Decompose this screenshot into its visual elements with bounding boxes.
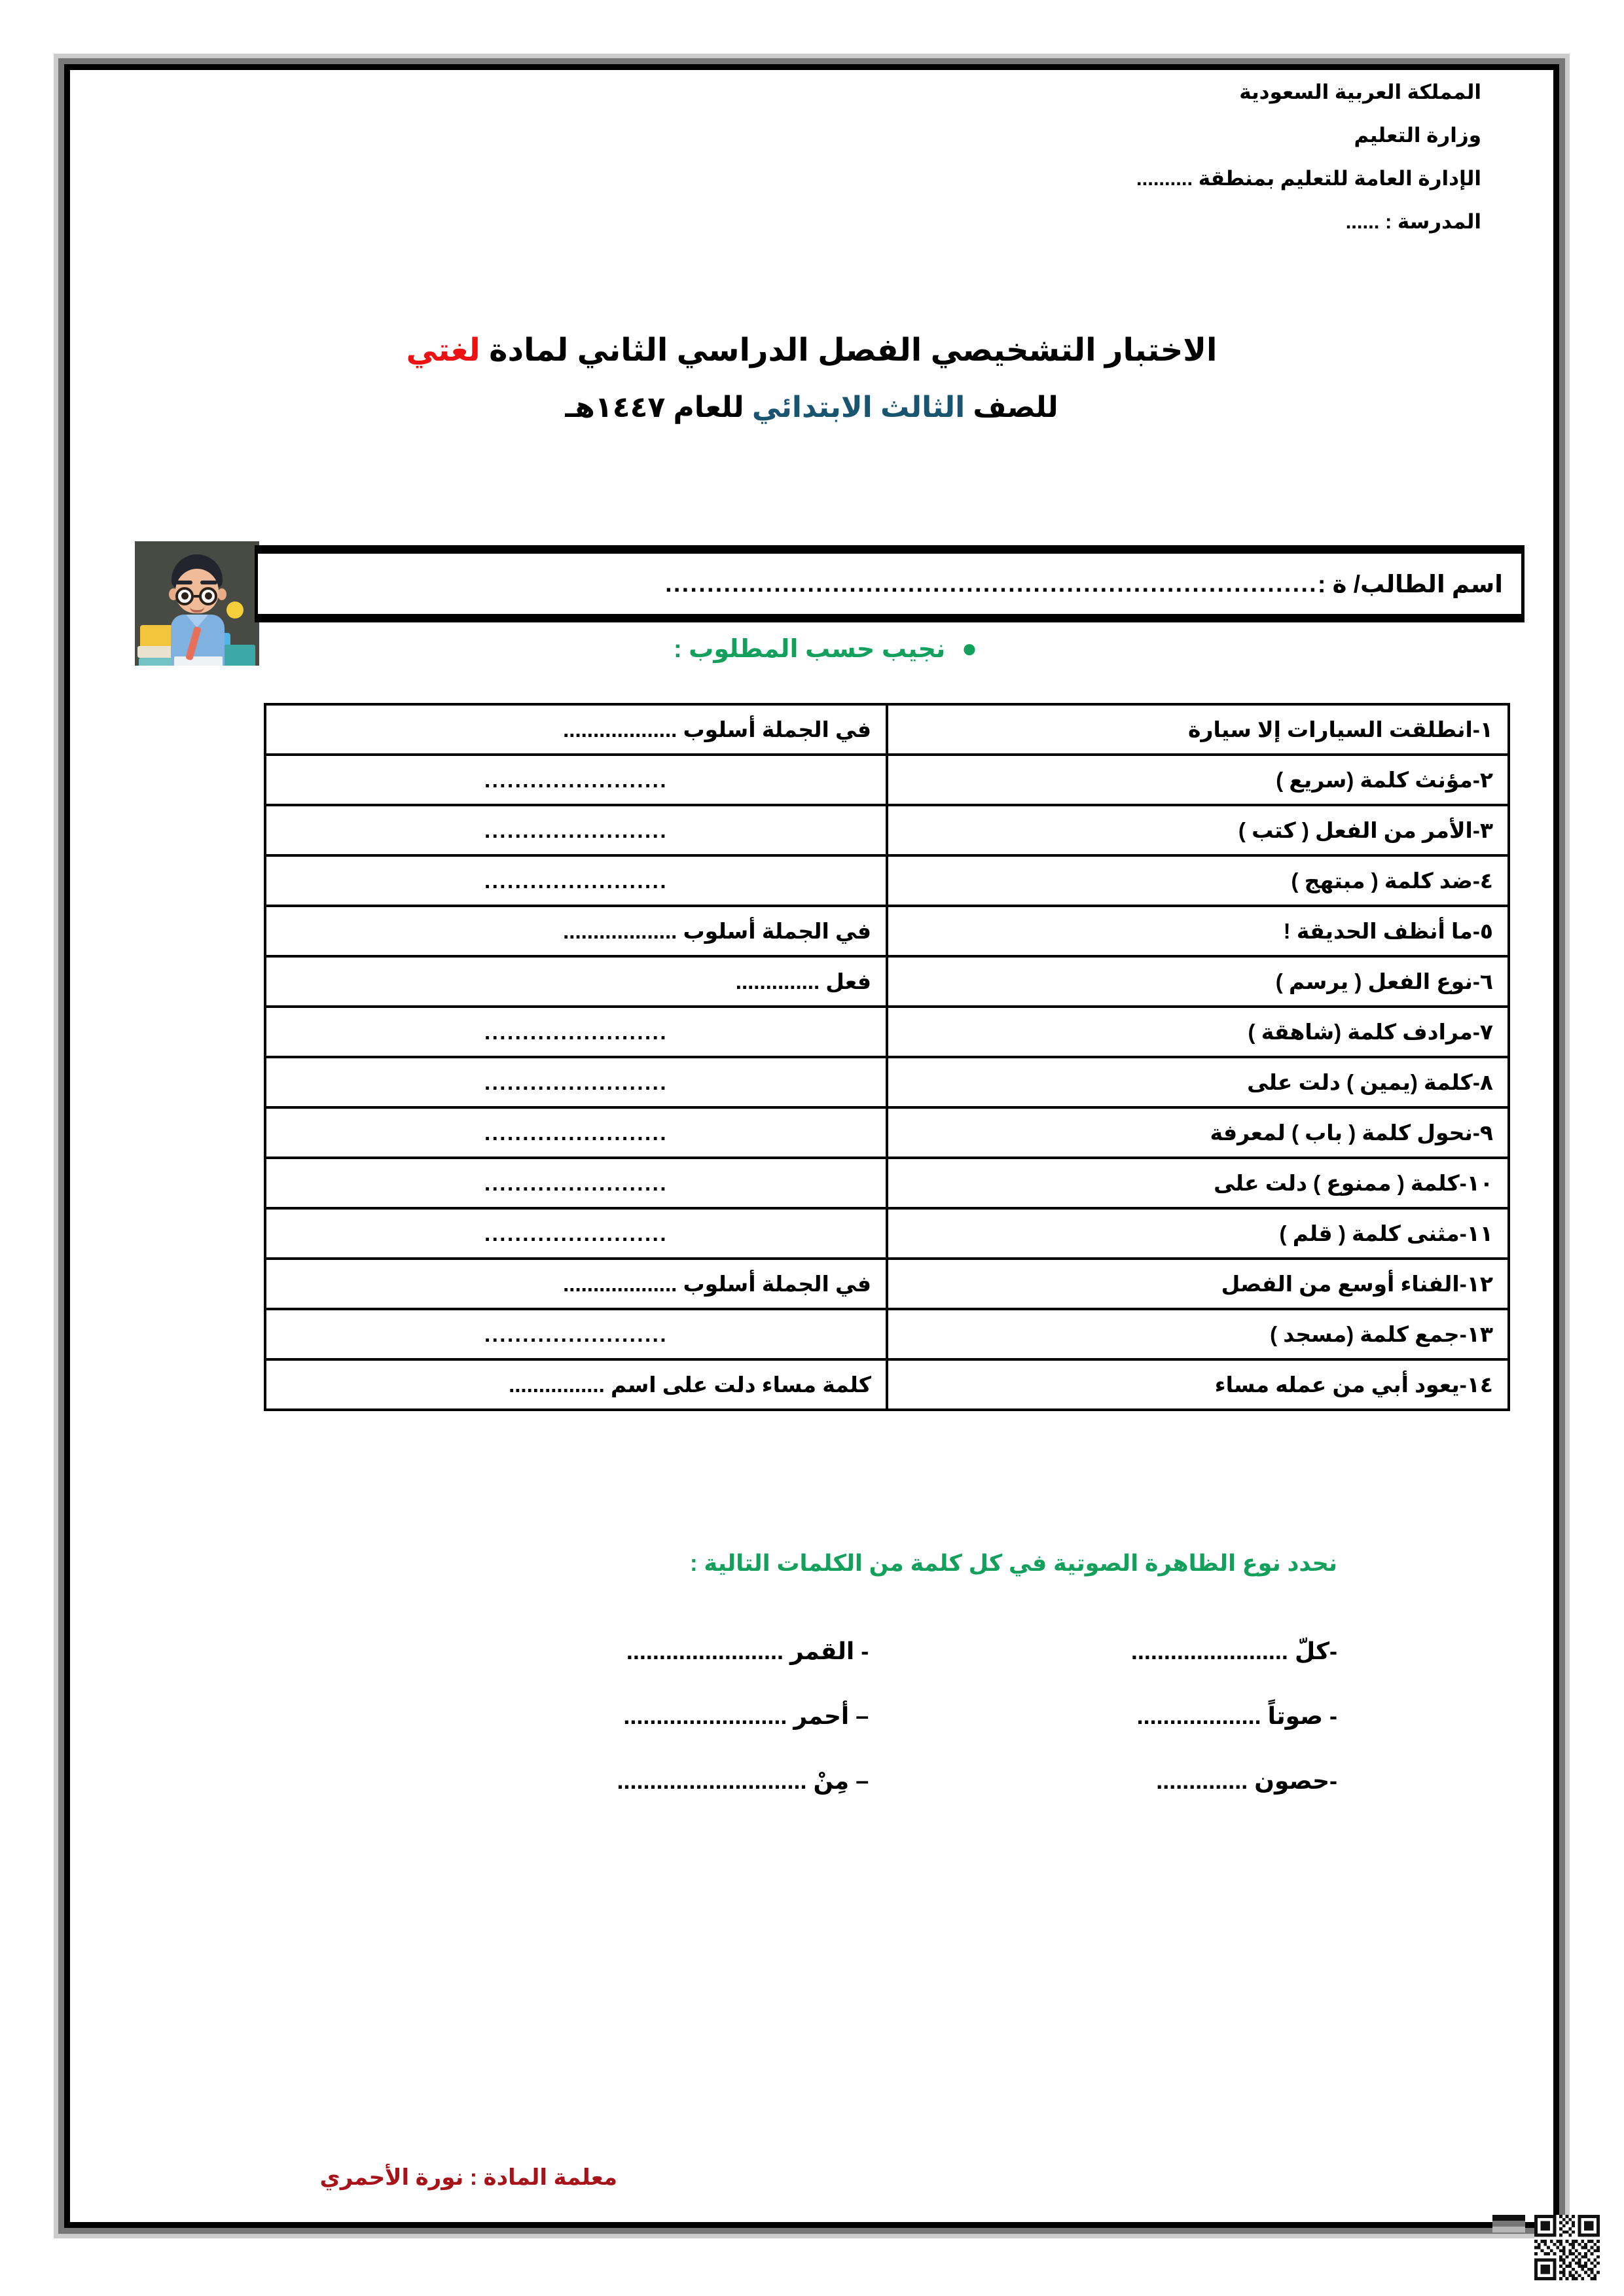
page-content-area	[64, 64, 1559, 2228]
answer-cell[interactable]	[265, 1007, 887, 1057]
teacher-signature: معلمة المادة : نورة الأحمري	[319, 2165, 617, 2190]
phonetics-item-right[interactable]: -حصون ..............	[1156, 1767, 1337, 1794]
answer-blank[interactable]: ........................	[484, 868, 668, 893]
eyebrow-left-icon	[175, 581, 192, 584]
letterhead	[565, 82, 1481, 255]
answer-cell[interactable]	[265, 1208, 887, 1259]
question-cell: ٤-ضد كلمة ( مبتهج )	[887, 855, 1509, 906]
answer-blank[interactable]: ........................	[484, 1321, 668, 1346]
table-row	[265, 855, 1509, 906]
question-cell: ٢-مؤنث كلمة (سريع )	[887, 755, 1509, 805]
answer-blank[interactable]: ........................	[484, 817, 668, 842]
phonetics-pairs-list	[70, 1638, 1553, 1832]
grayscale-bars-icon	[1492, 2215, 1525, 2233]
glasses-bridge-icon	[194, 595, 200, 598]
answer-cell[interactable]	[265, 1359, 887, 1410]
table-row	[265, 704, 1509, 755]
letterhead-line-kingdom: المملكة العربية السعودية	[1239, 81, 1481, 103]
grade-prefix: للصف	[973, 391, 1058, 423]
phonetics-pair-row	[70, 1702, 1553, 1730]
answer-cell[interactable]	[265, 906, 887, 956]
qr-code-icon	[1534, 2215, 1600, 2280]
page-border-middle	[58, 58, 1565, 2234]
answer-blank[interactable]: ...................	[563, 717, 677, 742]
answer-blank[interactable]: ................	[509, 1372, 605, 1397]
question-cell: ١٠-كلمة ( ممنوع ) دلت على	[887, 1158, 1509, 1208]
page-title	[70, 332, 1553, 368]
question-cell: ١٣-جمع كلمة (مسجد )	[887, 1309, 1509, 1359]
instruction-1-text: نجيب حسب المطلوب :	[673, 636, 946, 663]
answer-blank[interactable]: ..............	[735, 969, 820, 994]
book-stack-right-icon	[223, 645, 255, 666]
answer-blank[interactable]: ........................	[484, 767, 668, 792]
student-name-label: اسم الطالب/ ة :	[1318, 570, 1503, 598]
table-row	[265, 1007, 1509, 1057]
eyebrow-right-icon	[200, 581, 217, 584]
answer-cell[interactable]	[265, 1158, 887, 1208]
student-boy-studying-illustration	[135, 541, 259, 666]
answer-cell[interactable]	[265, 1057, 887, 1107]
bullet-icon: ●	[961, 634, 977, 663]
answer-prompt-label: في الجملة أسلوب	[677, 919, 871, 943]
answer-cell[interactable]	[265, 956, 887, 1007]
question-cell: ١-انطلقت السيارات إلا سيارة	[887, 704, 1509, 755]
table-row	[265, 906, 1509, 956]
question-cell: ٨-كلمة (يمين ) دلت على	[887, 1057, 1509, 1107]
exam-subject: لغتي	[406, 333, 480, 368]
answer-cell[interactable]	[265, 1107, 887, 1158]
phonetics-item-right[interactable]: -كلّ ........................	[1130, 1638, 1337, 1664]
phonetics-item-right[interactable]: - صوتاً ...................	[1136, 1702, 1337, 1729]
answer-prompt-label: في الجملة أسلوب	[677, 1272, 871, 1296]
table-row	[265, 805, 1509, 855]
answer-prompt-label: فعل	[820, 969, 871, 994]
question-cell: ١١-مثنى كلمة ( قلم )	[887, 1208, 1509, 1259]
question-cell: ٥-ما أنظف الحديقة !	[887, 906, 1509, 956]
letterhead-line-school: المدرسة : ......	[1345, 210, 1481, 233]
exam-title-main: الاختبار التشخيصي الفصل الدراسي الثاني لمادة	[489, 333, 1218, 368]
exam-title-block	[70, 332, 1553, 424]
question-cell: ٦-نوع الفعل ( يرسم )	[887, 956, 1509, 1007]
student-name-input[interactable]: ..............................................................................	[665, 570, 1318, 597]
answer-blank[interactable]: ........................	[484, 1221, 668, 1246]
answer-blank[interactable]: ........................	[484, 1019, 668, 1044]
pupil-left-icon	[181, 592, 189, 600]
table-row	[265, 1158, 1509, 1208]
table-row	[265, 1259, 1509, 1309]
grade-level: الثالث الابتدائي	[751, 391, 965, 423]
answer-prompt-label: في الجملة أسلوب	[677, 717, 871, 742]
answer-blank[interactable]: ........................	[484, 1069, 668, 1094]
question-cell: ٩-نحول كلمة ( باب ) لمعرفة	[887, 1107, 1509, 1158]
answer-cell[interactable]	[265, 855, 887, 906]
answer-cell[interactable]	[265, 755, 887, 805]
questions-table	[264, 703, 1510, 1411]
academic-year: للعام ١٤٤٧هـ	[565, 391, 744, 423]
answer-cell[interactable]	[265, 1309, 887, 1359]
answer-cell[interactable]	[265, 704, 887, 755]
answer-cell[interactable]	[265, 805, 887, 855]
table-row	[265, 1359, 1509, 1410]
lightbulb-icon	[226, 601, 244, 619]
phonetics-item-left[interactable]: - القمر ........................	[626, 1638, 869, 1664]
table-row	[265, 956, 1509, 1007]
table-row	[265, 1208, 1509, 1259]
answer-prompt-label: كلمة مساء دلت على اسم	[604, 1372, 871, 1397]
answer-blank[interactable]: ........................	[484, 1170, 668, 1195]
phonetics-item-left[interactable]: – أحمر .........................	[623, 1702, 869, 1729]
phonetics-pair-row	[70, 1638, 1553, 1665]
pupil-right-icon	[205, 592, 212, 600]
student-name-field[interactable]	[255, 545, 1525, 622]
instruction-phonetic-phenomena: نحدد نوع الظاهرة الصوتية في كل كلمة من الكلمات التالية :	[690, 1551, 1337, 1576]
page-border-outer	[54, 54, 1570, 2238]
answer-blank[interactable]: ...................	[563, 919, 677, 943]
answer-cell[interactable]	[265, 1259, 887, 1309]
table-row	[265, 1107, 1509, 1158]
letterhead-line-ministry: وزارة التعليم	[1354, 124, 1481, 147]
exam-subtitle	[70, 391, 1553, 424]
table-row	[265, 1057, 1509, 1107]
answer-blank[interactable]: ...................	[563, 1272, 677, 1296]
letterhead-line-directorate: الإدارة العامة للتعليم بمنطقة ..........	[1136, 167, 1481, 190]
table-row	[265, 755, 1509, 805]
answer-blank[interactable]: ........................	[484, 1120, 668, 1145]
questions-table-body	[265, 704, 1509, 1410]
question-cell: ١٢-الفناء أوسع من الفصل	[887, 1259, 1509, 1309]
notebook-icon	[174, 656, 223, 666]
phonetics-pair-row	[70, 1767, 1553, 1795]
question-cell: ١٤-يعود أبي من عمله مساء	[887, 1359, 1509, 1410]
qr-code[interactable]	[1534, 2215, 1600, 2280]
phonetics-item-left[interactable]: – مِنْ .............................	[617, 1767, 869, 1794]
question-cell: ٧-مرادف كلمة (شاهقة )	[887, 1007, 1509, 1057]
question-cell: ٣-الأمر من الفعل ( كتب )	[887, 805, 1509, 855]
table-row	[265, 1309, 1509, 1359]
instruction-answer-as-required	[674, 634, 977, 664]
ear-right-icon	[217, 588, 226, 600]
